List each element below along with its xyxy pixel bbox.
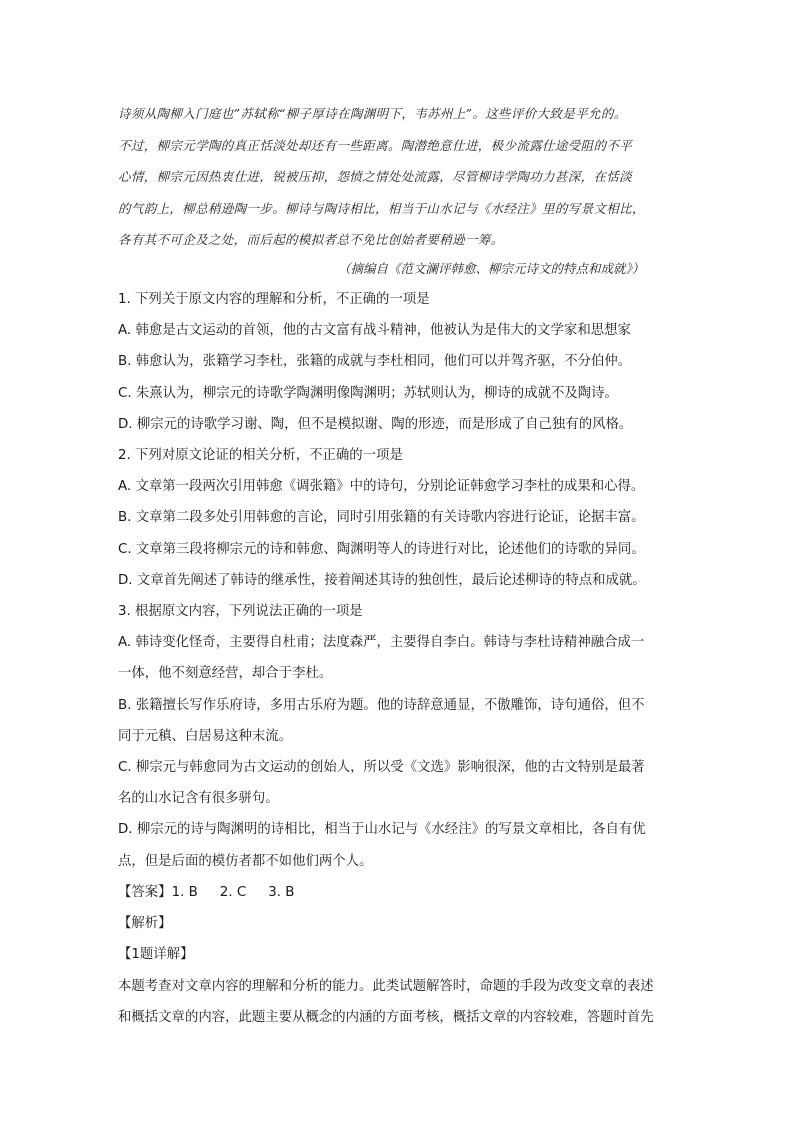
passage-line: 各有其不可企及之处，而后起的模拟者总不免比创始者要稍逊一筹。 (118, 232, 504, 247)
analysis-label: 【解析】 (118, 916, 172, 932)
detail-label: 【1题详解】 (118, 947, 194, 963)
option-a-line1: A. 韩诗变化怪奇，主要得自杜甫；法度森严，主要得自李白。韩诗与李杜诗精神融合成一 (118, 635, 645, 651)
passage-line: 心情，柳宗元因热衷仕进，锐被压抑，怨愤之情处处流露，尽管柳诗学陶功力甚深，在恬淡 (118, 169, 633, 184)
answer-line (118, 877, 678, 908)
passage-excerpt (118, 98, 678, 256)
question-stem: 2. 下列对原文论证的相关分析，不正确的一项是 (118, 448, 403, 463)
option-b: B. 韩愈认为，张籍学习李杜，张籍的成就与李杜相同，他们可以并驾齐驱，不分伯仲。 (118, 354, 632, 370)
passage-source: （摘编自《范文澜评韩愈、柳宗元诗文的特点和成就》） (338, 261, 645, 276)
detail-line: 和概括文章的内容，此题主要从概念的内涵的方面考核，概括文章的内容较难，答题时首先 (118, 1009, 654, 1025)
option-b-line1: B. 张籍擅长写作乐府诗，多用古乐府为题。他的诗辞意通显，不傲雕饰，诗句通俗，但不 (118, 697, 645, 713)
passage-line: 诗须从陶柳入门庭也”苏轼称“柳子厚诗在陶渊明下，韦苏州上”。这些评价大致是平允的。 (118, 106, 627, 121)
option-a-line2: 一体，他不刻意经营，却合于李杜。 (118, 666, 333, 682)
option-d-line1: D. 柳宗元的诗与陶渊明的诗相比，相当于山水记与《水经注》的写景文章相比，各自有优 (118, 822, 646, 838)
detail-line: 本题考查对文章内容的理解和分析的能力。此类试题解答时，命题的手段为改变文章的表述 (118, 978, 654, 994)
passage-line: 不过，柳宗元学陶的真正恬淡处却还有一些距离。陶潜绝意仕进，极少流露仕途受阻的不平 (118, 137, 633, 153)
option-d: D. 文章首先阐述了韩诗的继承性，接着阐述其诗的独创性，最后论述柳诗的特点和成就。 (118, 572, 646, 588)
option-b-line2: 同于元稹、白居易这种末流。 (118, 728, 293, 744)
option-c-line1: C. 柳宗元与韩愈同为古文运动的创始人，所以受《文选》影响很深，他的古文特别是最著 (118, 759, 645, 775)
passage-line: 的气韵上，柳总稍逊陶一步。柳诗与陶诗相比，相当于山水记与《水经注》里的写景文相比， (118, 200, 645, 216)
option-a: A. 韩愈是古文运动的首领，他的古文富有战斗精神，他被认为是伟大的文学家和思想家 (118, 323, 631, 339)
option-b: B. 文章第二段多处引用韩愈的言论，同时引用张籍的有关诗歌内容进行论证，论据丰富。 (118, 510, 645, 526)
option-d-line2: 点，但是后面的模仿者都不如他们两个人。 (118, 853, 373, 869)
option-c: C. 文章第三段将柳宗元的诗和韩愈、陶渊明等人的诗进行对比，论述他们的诗歌的异同。 (118, 541, 645, 557)
question-stem: 1. 下列关于原文内容的理解和分析，不正确的一项是 (118, 292, 430, 307)
question-2 (118, 440, 678, 596)
answer-item: 3. B (268, 885, 295, 900)
question-3 (118, 596, 678, 877)
answer-label: 【答案】 (118, 885, 172, 900)
answer-item: 2. C (219, 885, 247, 900)
answer-section (118, 877, 678, 1033)
option-d: D. 柳宗元的诗歌学习谢、陶，但不是模拟谢、陶的形迹，而是形成了自己独有的风格。 (118, 416, 633, 432)
option-c: C. 朱熹认为，柳宗元的诗歌学陶渊明像陶渊明；苏轼则认为，柳诗的成就不及陶诗。 (118, 385, 618, 401)
option-a: A. 文章第一段两次引用韩愈《调张籍》中的诗句，分别论证韩愈学习李杜的成果和心得。 (118, 479, 645, 495)
question-1 (118, 284, 678, 440)
answer-item: 1. B (171, 885, 198, 900)
question-stem: 3. 根据原文内容，下列说法正确的一项是 (118, 604, 363, 619)
option-c-line2: 名的山水记含有很多骈句。 (118, 791, 279, 807)
